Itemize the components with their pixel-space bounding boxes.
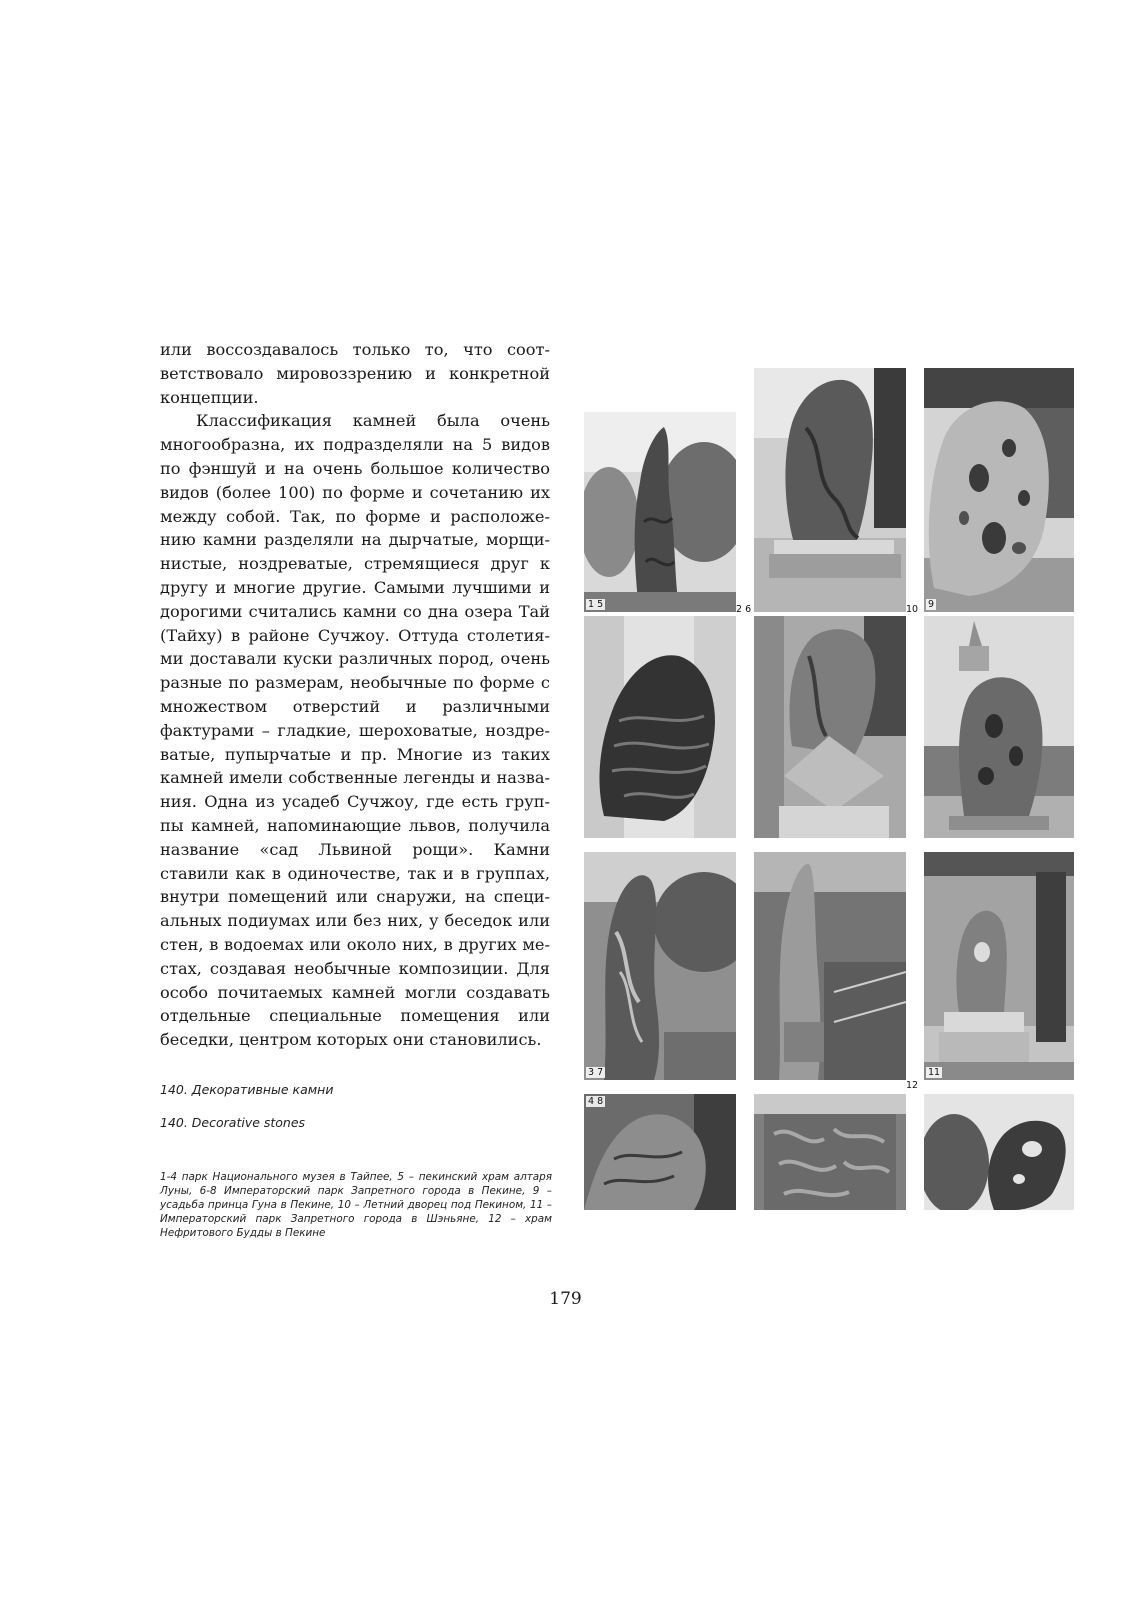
photo-stone-5 <box>754 616 906 838</box>
photo-stone-3 <box>924 368 1074 612</box>
photo-stone-4 <box>584 616 736 838</box>
photo-stone-12 <box>924 1094 1074 1210</box>
photo-grid <box>584 368 1074 1236</box>
photo-stone-1 <box>584 412 736 612</box>
photo-number-label: 3 7 <box>588 1067 604 1078</box>
figure-caption-en: 140. Decorative stones <box>160 1115 306 1130</box>
photo-stone-6 <box>924 616 1074 838</box>
photo-number-label: 9 <box>928 599 935 610</box>
photo-number-label: 10 <box>906 604 919 615</box>
photo-number-label: 11 <box>928 1067 941 1078</box>
photo-stone-11 <box>754 1094 906 1210</box>
photo-number-label: 12 <box>906 1080 919 1091</box>
page-number: 179 <box>549 1289 582 1309</box>
paragraph-2: Классификация камней была очень многообразна, их подразделяли на 5 видов по фэншуй и на очень большое количество видов (более 100) по форме и сочетанию их между собой. Так, по форме и расположению камни разделяли на дырчатые, морщинистые, ноздреватые, стремящиеся друг к другу и многие другие. Самыми лучшими и дорогими считались камни со дна озера Тай (Тайху) в районе Сучжоу. Оттуда столетиями доставали куски различных пород, очень разные по размерам, необычные по форме с множеством отверстий и различными фактурами – гладкие, шероховатые, ноздреватые, пупырчатые и пр. Многие из таких камней имели собственные легенды и названия. Одна из усадеб Сучжоу, где есть группы камней, напоминающие львов, получила название «сад Львиной рощи». Камни ставили как в одиночестве, так и в группах, внутри помещений или снаружи, на специальных подиумах или без них, у беседок или стен, в водоемах или около них, в других местах, создавая необычные композиции. Для особо почитаемых камней могли создавать отдельные специальные помещения или беседки, центром которых они становились. <box>160 411 550 1050</box>
photo-number-label: 2 6 <box>736 604 752 615</box>
figure-caption-detail: 1-4 парк Национального музея в Тайпее, 5 – пекинский храм алтаря Луны, 6-8 Императорский парк Запретного города в Пекине, 9 – усадьба принца Гуна в Пекине, 10 – Летний дворец под Пекином, 11 – Императорский парк Запретного города в Шэньяне, 12 – храм Нефритового Будды в Пекине <box>160 1171 552 1239</box>
photo-number-label: 4 8 <box>588 1096 604 1107</box>
photo-stone-10 <box>584 1094 736 1210</box>
photo-stone-7 <box>584 852 736 1080</box>
figure-caption-ru: 140. Декоративные камни <box>160 1082 334 1097</box>
photo-stone-2 <box>754 368 906 612</box>
body-text <box>160 338 550 1052</box>
paragraph-1: или воссоздавалось только то, что соответствовало мировоззрению и конкретной концепции. <box>160 340 550 407</box>
photo-stone-9 <box>924 852 1074 1080</box>
photo-stone-8 <box>754 852 906 1080</box>
photo-number-label: 1 5 <box>588 599 604 610</box>
